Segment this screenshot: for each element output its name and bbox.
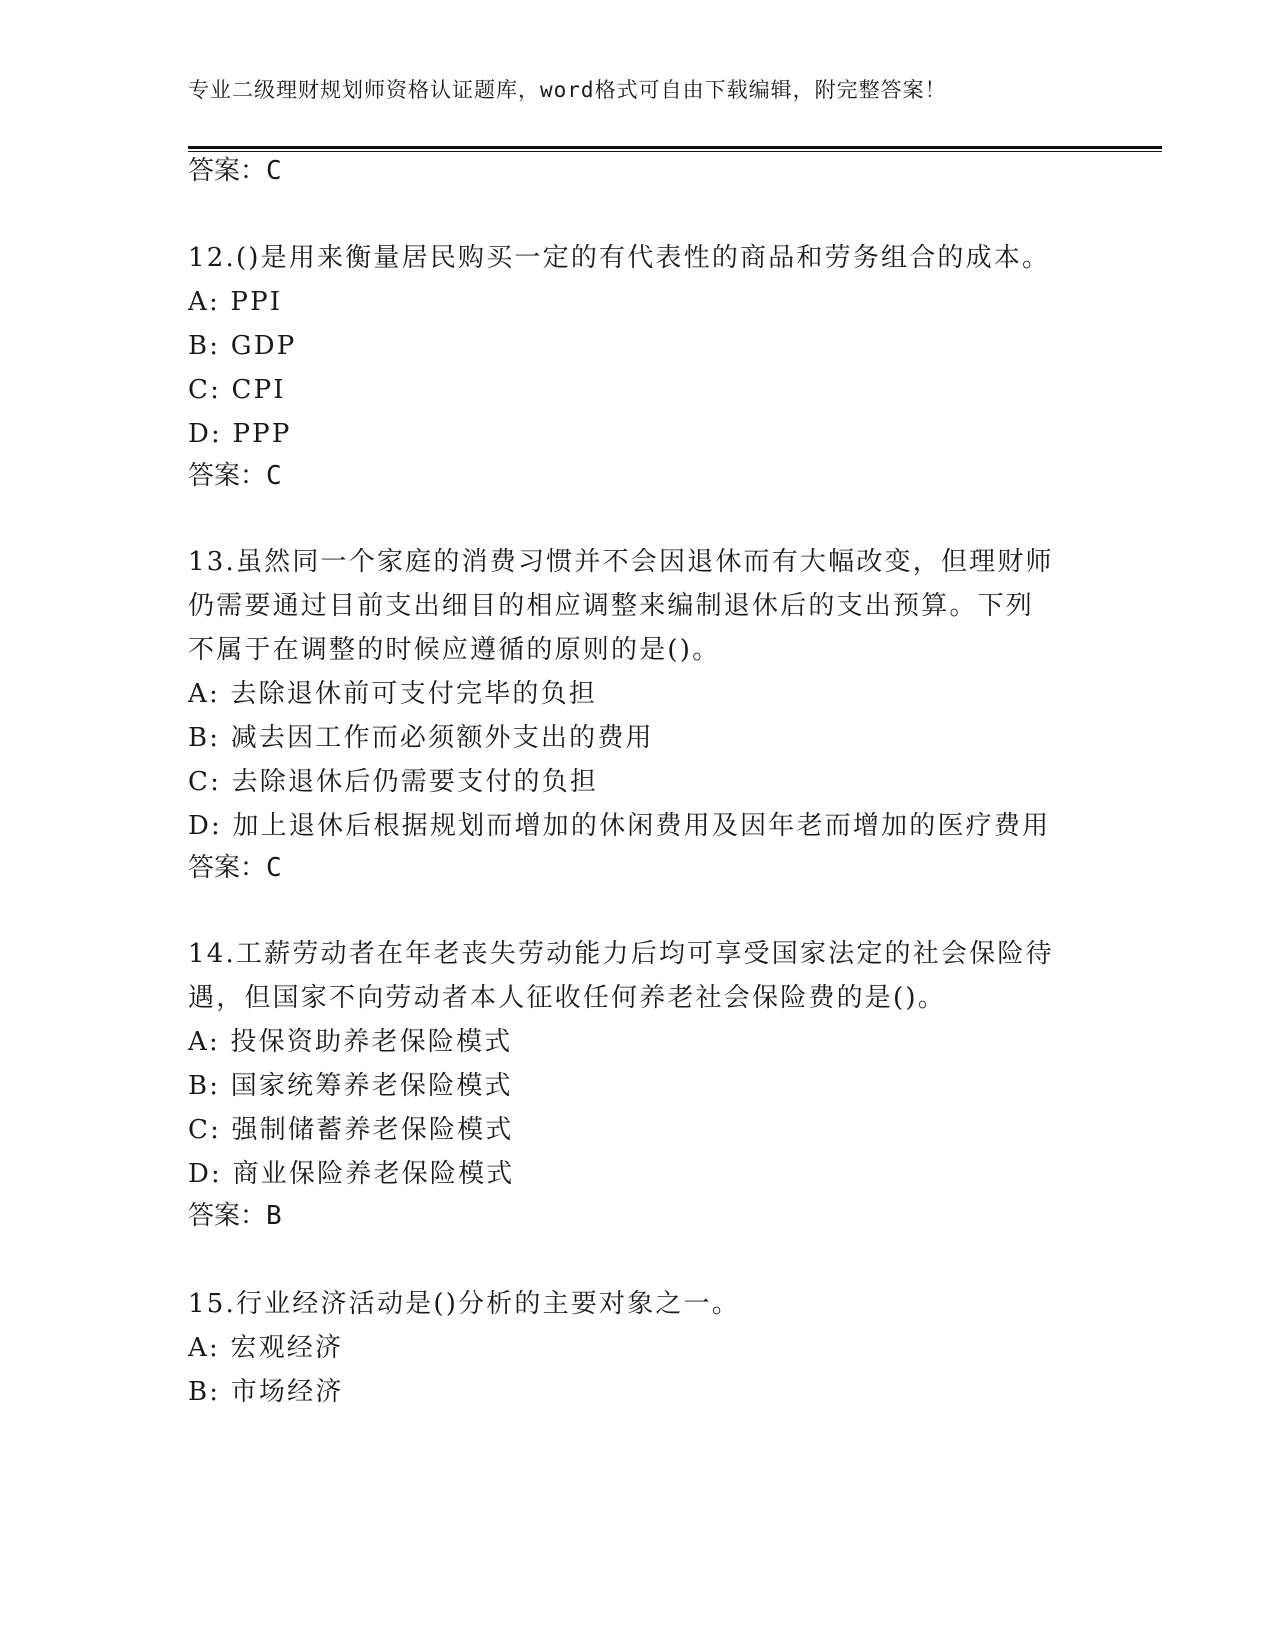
q13-option-c: C: 去除退休后仍需要支付的负担 (188, 767, 599, 797)
answer-label: 答案： (188, 156, 267, 186)
q12-option-d: D: PPP (188, 419, 292, 449)
q14-option-c: C: 强制储蓄养老保险模式 (188, 1115, 514, 1145)
answer-label: 答案： (188, 1201, 267, 1231)
answer-label: 答案： (188, 853, 267, 883)
q14-option-b: B: 国家统筹养老保险模式 (188, 1071, 513, 1101)
q14-option-a: A: 投保资助养老保险模式 (188, 1027, 513, 1057)
q13-option-b: B: 减去因工作而必须额外支出的费用 (188, 723, 654, 753)
answer-label: 答案： (188, 461, 267, 491)
q11-answer (188, 154, 282, 188)
q13-answer (188, 851, 282, 885)
q13-stem-line-1: 13.虽然同一个家庭的消费习惯并不会因退休而有大幅改变，但理财师 (188, 547, 1054, 577)
q15-option-b: B: 市场经济 (188, 1377, 344, 1407)
header-rule-thick (188, 146, 1162, 149)
q14-stem-line-1: 14.工薪劳动者在年老丧失劳动能力后均可享受国家法定的社会保险待 (188, 939, 1054, 969)
q13-option-d: D: 加上退休后根据规划而增加的休闲费用及因年老而增加的医疗费用 (188, 811, 1051, 841)
q12-answer (188, 459, 282, 493)
q13-stem-line-2: 仍需要通过目前支出细目的相应调整来编制退休后的支出预算。下列 (188, 591, 1035, 621)
q12-option-b: B: GDP (188, 331, 297, 361)
answer-value: C (266, 461, 282, 491)
q14-option-d: D: 商业保险养老保险模式 (188, 1159, 515, 1189)
answer-value: C (266, 156, 282, 186)
q12-stem: 12.()是用来衡量居民购买一定的有代表性的商品和劳务组合的成本。 (188, 243, 1051, 273)
page-header: 专业二级理财规划师资格认证题库，word格式可自由下载编辑，附完整答案！ (188, 78, 947, 102)
q12-option-c: C: CPI (188, 375, 286, 405)
q13-stem-line-3: 不属于在调整的时候应遵循的原则的是()。 (188, 635, 721, 665)
header-rule-thin (188, 151, 1162, 152)
answer-value: C (266, 853, 282, 883)
q13-option-a: A: 去除退休前可支付完毕的负担 (188, 679, 598, 709)
q14-answer (188, 1199, 282, 1233)
q15-stem: 15.行业经济活动是()分析的主要对象之一。 (188, 1289, 741, 1319)
answer-value: B (266, 1201, 282, 1231)
q12-option-a: A: PPI (188, 287, 283, 317)
q14-stem-line-2: 遇，但国家不向劳动者本人征收任何养老社会保险费的是()。 (188, 983, 946, 1013)
q15-option-a: A: 宏观经济 (188, 1333, 344, 1363)
